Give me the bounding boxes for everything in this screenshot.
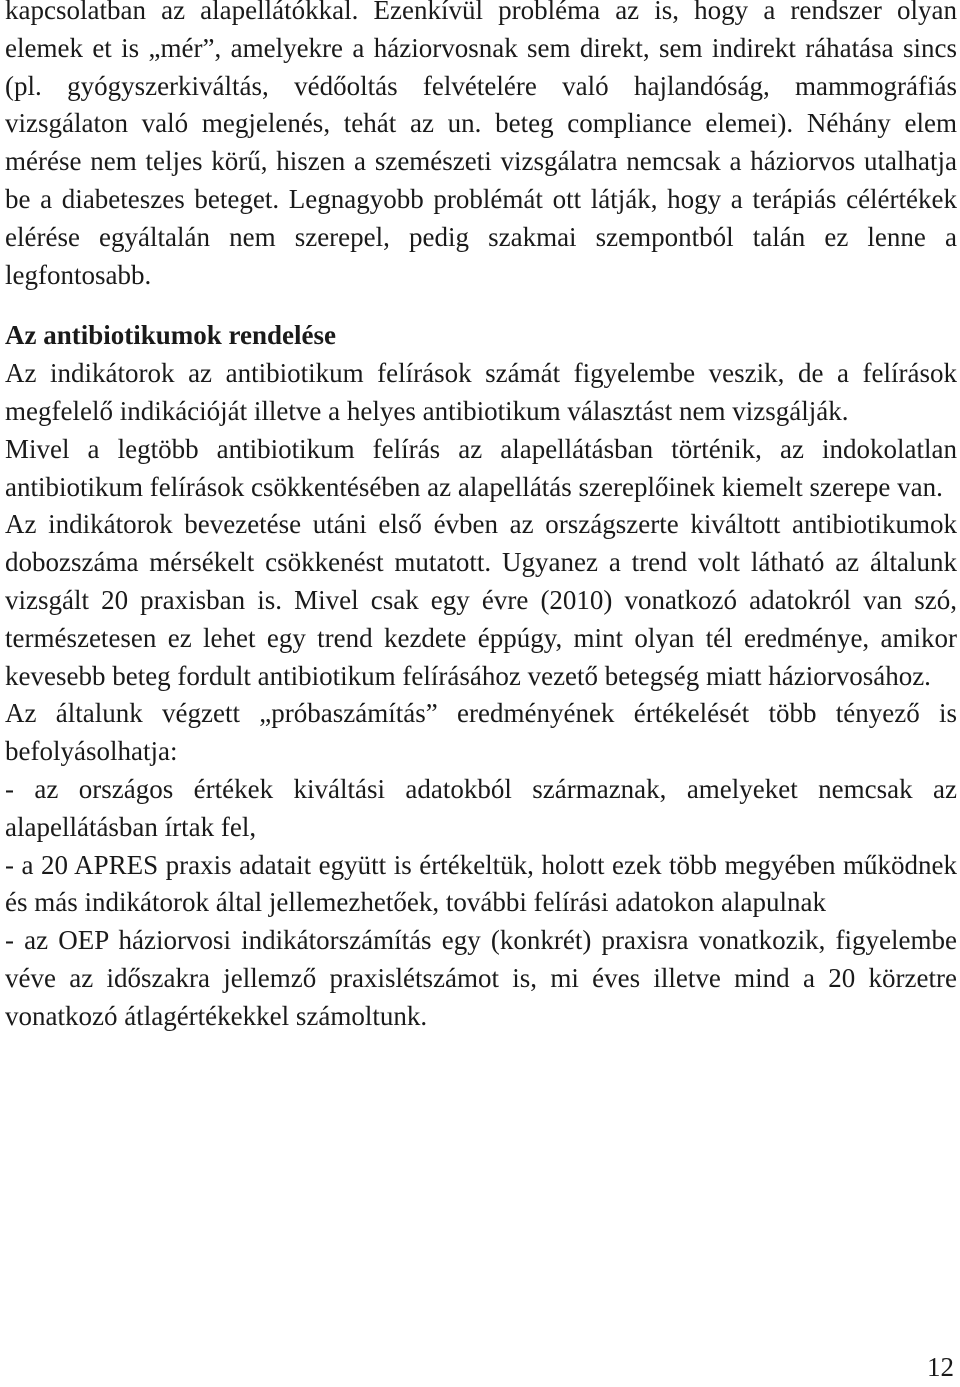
section-heading: Az antibiotikumok rendelése bbox=[5, 320, 337, 351]
paragraph-indicators: Az indikátorok az antibiotikum felírások számát figyelembe veszik, de a felírások megfelelő indikációját illetve a helyes antibiotikum választást nem vizsgálják. bbox=[5, 358, 957, 426]
paragraph-factors-intro: Az általunk végzett „próbaszámítás” eredményének értékelését több tényező is befolyásolhatja: bbox=[5, 698, 957, 767]
intro-paragraph: kapcsolatban az alapellátókkal. Ezenkívül probléma az is, hogy a rendszer olyan elemek et is „mér”, amelyekre a háziorvosnak sem direkt, sem indirekt ráhatása sincs (pl. gyógyszerkiváltás, védőoltás felvételére való hajlandóság, mammográfiás vizsgálaton való megjelenés, tehát az un. beteg compliance elemei). Néhány elem mérése nem teljes körű, hiszen a szemészeti vizsgálatra nemcsak a háziorvos utalhatja be a diabeteszes beteget. Legnagyobb problémát ott látják, hogy a terápiás célértékek elérése egyáltalán nem szerepel, pedig szakmai szempontból talán ez lenne a legfontosabb. bbox=[5, 0, 957, 290]
paragraph-primary-care-role: Mivel a legtöbb antibiotikum felírás az alapellátásban történik, az indokolatlan antibiotikum felírások csökkentésében az alapellátás szereplőinek kiemelt szerepe van. bbox=[5, 433, 957, 502]
paragraph-first-year-trend: Az indikátorok bevezetése utáni első évben az országszerte kiváltott antibiotikumok dobozszáma mérsékelt csökkenést mutatott. Ugyanez a trend volt látható az általunk vizsgált 20 praxisban is. Mivel csak egy évre (2010) vonatkozó adatokról van szó, természetesen ez lehet egy trend kezdete éppúgy, mint olyan tél eredménye, amikor kevesebb beteg fordult antibiotikum felírásához vezető betegség miatt háziorvosához. bbox=[5, 509, 957, 691]
list-item-national-values: - az országos értékek kiváltási adatokból származnak, amelyeket nemcsak az alapellátásban írtak fel, bbox=[5, 773, 957, 842]
page-number: 12 bbox=[927, 1352, 954, 1382]
document-page bbox=[5, 0, 957, 1036]
list-item-oep-calculation: - az OEP háziorvosi indikátorszámítás egy (konkrét) praxisra vonatkozik, figyelembe véve az időszakra jellemző praxislétszámot is, mi éves illetve mind a 20 körzetre vonatkozó átlagértékekkel számoltunk. bbox=[5, 925, 957, 1031]
list-item-apres-practices: - a 20 APRES praxis adatait együtt is értékeltük, holott ezek több megyében működnek és más indikátorok által jellemezhetőek, további felírási adatokon alapulnak bbox=[5, 849, 957, 918]
